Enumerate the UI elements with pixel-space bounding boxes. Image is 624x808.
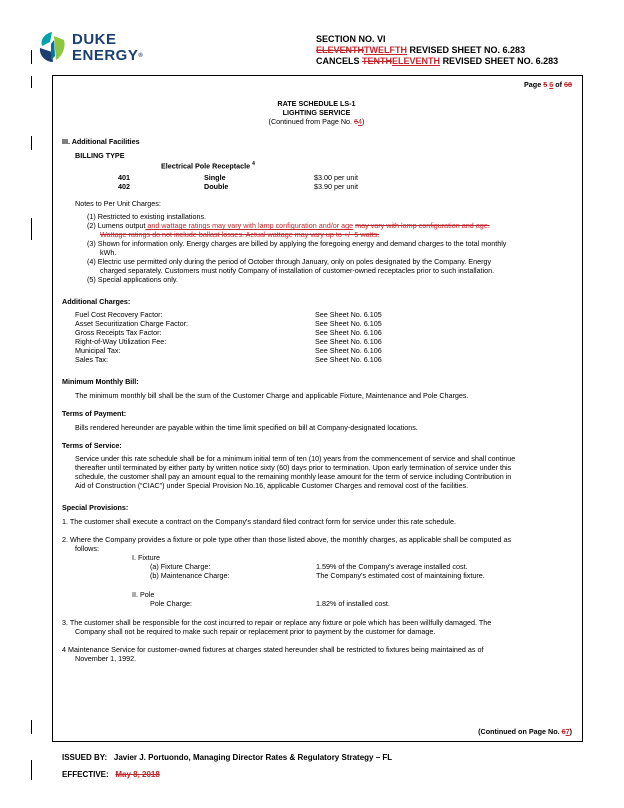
row-type: Single <box>204 173 226 182</box>
revision-bar <box>31 136 32 150</box>
logo-text-duke: DUKE <box>72 31 117 48</box>
provision-1: 1. The customer shall execute a contract on the Company's standard filed contract form for service under this rate schedule. <box>62 517 456 526</box>
logo-mark-icon <box>38 30 68 64</box>
row-code: 401 <box>118 173 130 182</box>
rate-schedule-title <box>52 99 581 126</box>
receptacle-heading: Electrical Pole Receptacle $^4$ <box>161 161 255 171</box>
effective-line: EFFECTIVE: May 8, 2018 <box>62 770 160 779</box>
additional-charges-table <box>75 310 475 364</box>
special-provisions-heading: Special Provisions: <box>62 503 129 512</box>
schedule-name: RATE SCHEDULE LS-1 <box>277 99 356 108</box>
fixture-charge-row: (a) Fixture Charge: 1.59% of the Company's average installed cost. <box>150 562 468 571</box>
continued-from: (Continued from Page No. 64) <box>268 117 365 126</box>
revised-sheet-line: ELEVENTHTWELFTH REVISED SHEET NO. 6.283 <box>316 45 526 55</box>
revision-bar <box>31 76 32 88</box>
maintenance-charge-row: (b) Maintenance Charge: The Company's estimated cost of maintaining fixture. <box>150 571 485 580</box>
charge-row: Municipal Tax: See Sheet No. 6.106 <box>75 346 382 355</box>
provision-4: 4 Maintenance Service for customer-owned fixtures at charges stated hereunder shall be restricted to fixtures being maintained as of November 1, 1992. <box>62 645 484 663</box>
pole-heading: II. Pole <box>132 590 155 599</box>
duke-energy-logo <box>38 28 158 70</box>
section-number: SECTION NO. VI <box>316 34 386 44</box>
note-4-cont: charged separately. Customers must notify Company of installation of customer-owned receptacles prior to such installation. <box>100 266 495 275</box>
fixture-heading: I. Fixture <box>132 553 160 562</box>
page-number: Page 5 6 of 68 <box>524 80 572 89</box>
notes-heading: Notes to Per Unit Charges: <box>75 199 161 208</box>
charge-row: Sales Tax: See Sheet No. 6.106 <box>75 355 382 364</box>
logo-text-energy: ENERGY® <box>72 47 144 64</box>
row-price: $3.00 per unit <box>314 173 358 182</box>
revision-bar <box>31 218 32 240</box>
billing-type-label: BILLING TYPE <box>75 151 125 160</box>
note-3-cont: kWh. <box>100 248 117 257</box>
note-1: (1) Restricted to existing installations. <box>87 212 207 221</box>
issued-by-line: ISSUED BY: Javier J. Portuondo, Managing Director Rates & Regulatory Strategy – FL <box>62 753 393 762</box>
terms-payment-heading: Terms of Payment: <box>62 409 127 418</box>
note-2: (2) Lumens output and wattage ratings may vary with lamp configuration and/or age may vary with lamp configuration and age. <box>87 221 490 230</box>
charge-row: Fuel Cost Recovery Factor: See Sheet No. 6.105 <box>75 310 382 319</box>
cancels-sheet-line: CANCELS TENTHELEVENTH REVISED SHEET NO. 6.283 <box>316 56 559 66</box>
revision-bar <box>31 760 32 780</box>
revision-bar <box>31 720 32 734</box>
terms-service-text: Service under this rate schedule shall be for a minimum initial term of ten (10) years from the commencement of service and shall continue thereafter until terminated by either party by written notice sixty (60) days prior to termination. Upon early termination of service under this schedule, the customer shall pay an amount equal to the remaining monthly lease amount for the term of service including Contribution in Aid of Construction (“CIAC”) under Special Provision No.16, applicable Customer Charges and removal cost of the facilities. <box>75 454 516 490</box>
minimum-bill-heading: Minimum Monthly Bill: <box>62 377 139 386</box>
minimum-bill-text: The minimum monthly bill shall be the sum of the Customer Charge and applicable Fixture, Maintenance and Pole Charges. <box>75 391 469 400</box>
row-price: $3.90 per unit <box>314 182 358 191</box>
note-2-deleted: Wattage ratings do not include ballast losses. Actual wattage may vary up to +/- 5 watts. <box>100 230 380 239</box>
provision-3: 3. The customer shall be responsible for the cost incurred to repair or replace any fixture or pole which has been willfully damaged. The Company shall not be required to make such repair or replacement prior to payment by the customer for damage. <box>62 618 492 636</box>
row-code: 402 <box>118 182 130 191</box>
notes-block <box>75 199 575 284</box>
note-5: (5) Special applications only. <box>87 275 178 284</box>
charge-row: Right-of-Way Utilization Fee: See Sheet No. 6.106 <box>75 337 382 346</box>
charge-row: Gross Receipts Tax Factor: See Sheet No. 6.106 <box>75 328 382 337</box>
schedule-subtitle: LIGHTING SERVICE <box>282 108 351 117</box>
continued-on: (Continued on Page No. 67) <box>478 727 572 736</box>
provision-2: 2. Where the Company provides a fixture or pole type other than those listed above, the monthly charges, as applicable shall be computed as follows: <box>62 535 512 553</box>
revision-bar <box>31 50 32 64</box>
section-heading-facilities: III. Additional Facilities <box>62 137 140 146</box>
terms-service-heading: Terms of Service: <box>62 441 122 450</box>
row-type: Double <box>204 182 229 191</box>
sheet-header <box>316 34 558 67</box>
note-3: (3) Shown for information only. Energy charges are billed by applying the foregoing energy and demand charges to the total monthly <box>87 239 507 248</box>
note-4: (4) Electric use permitted only during the period of October through January, only on poles designated by the Company. Energy <box>87 257 492 266</box>
terms-payment-text: Bills rendered hereunder are payable within the time limit specified on bill at Company-designated locations. <box>75 423 418 432</box>
pole-charge-row: Pole Charge: 1.82% of installed cost. <box>150 599 390 608</box>
additional-charges-heading: Additional Charges: <box>62 297 131 306</box>
charge-row: Asset Securitization Charge Factor: See Sheet No. 6.105 <box>75 319 382 328</box>
